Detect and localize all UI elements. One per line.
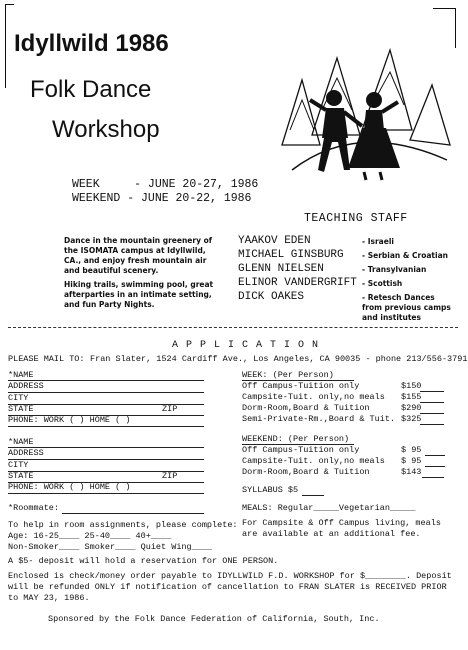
price-option-blank[interactable] <box>422 477 444 478</box>
price-option-label: Campsite-Tuit. only,no meals <box>242 392 385 402</box>
phone-field[interactable] <box>8 426 204 427</box>
payment-terms: Enclosed is check/money order payable to IDYLLWILD F.D. WORKSHOP for $________. Deposit will be refunded ONLY if notification of cancellation to FRAN SLATER is RECEIVED PRIOR to MAY 23, 1986. <box>8 571 452 603</box>
weekend-pricing-heading: WEEKEND: (Per Person) <box>242 434 350 444</box>
syllabus-option[interactable]: SYLLABUS $5 <box>242 485 299 495</box>
price-option-label: Semi-Private-Rm.,Board & Tuit. <box>242 414 396 424</box>
room-assignment-help: To help in room assignments, please complete: <box>8 520 238 530</box>
cut-line <box>8 327 458 328</box>
teaching-staff-heading: TEACHING STAFF <box>304 212 408 225</box>
corner-mark-tl <box>5 4 6 88</box>
zip-field-label: ZIP <box>162 471 178 481</box>
deposit-note: A $5- deposit will hold a reservation for ONE PERSON. <box>8 556 279 566</box>
corner-mark-tr <box>455 8 456 48</box>
teacher-name: MICHAEL GINSBURG <box>238 249 344 261</box>
price-option-label: Dorm-Room,Board & Tuition <box>242 403 370 413</box>
week-pricing-heading: WEEK: (Per Person) <box>242 370 334 380</box>
city-field-label: CITY <box>8 460 29 470</box>
age-options[interactable]: Age: 16-25____ 25-40____ 40+____ <box>8 531 172 541</box>
state-field-label: STATE <box>8 404 34 414</box>
teacher-specialty: - Israeli <box>362 237 394 246</box>
teacher-specialty: - Serbian & Croatian <box>362 251 448 260</box>
activities-paragraph: Hiking trails, swimming pool, great afterparties in an intimate setting, and fun Party Nights. <box>64 280 214 309</box>
teacher-specialty: - Scottish <box>362 279 403 288</box>
corner-mark-tr-h <box>433 8 456 9</box>
smoking-options[interactable]: Non-Smoker____ Smoker____ Quiet Wing____ <box>8 542 213 552</box>
price-option-value[interactable]: $155 <box>401 392 422 402</box>
city-field-label: CITY <box>8 393 29 403</box>
phone-field-label: PHONE: WORK ( ) HOME ( ) <box>8 415 131 425</box>
address-field-label: ADDRESS <box>8 381 44 391</box>
address-field[interactable] <box>8 392 204 393</box>
price-option-blank[interactable] <box>420 424 444 425</box>
meals-note: For Campsite & Off Campus living, meals are available at an additional fee. <box>242 518 441 539</box>
address-field[interactable] <box>8 459 204 460</box>
price-option-label: Dorm-Room,Board & Tuition <box>242 467 370 477</box>
mail-to-address: Fran Slater, 1524 Cardiff Ave., Los Angeles, CA 90035 - phone 213/556-3791 <box>90 354 468 364</box>
zip-field-label: ZIP <box>162 404 178 414</box>
address-field-label: ADDRESS <box>8 448 44 458</box>
phone-field-label: PHONE: WORK ( ) HOME ( ) <box>8 482 131 492</box>
price-option-label: Off Campus-Tuition only <box>242 445 360 455</box>
dancers-illustration <box>262 30 452 190</box>
roommate-label: *Roommate: <box>8 503 60 513</box>
price-option-blank[interactable] <box>420 402 444 403</box>
price-option-value[interactable]: $ 95 <box>401 445 422 455</box>
mail-to-label: PLEASE MAIL TO: <box>8 354 85 364</box>
roommate-field[interactable] <box>62 513 204 514</box>
teacher-name: GLENN NIELSEN <box>238 263 324 275</box>
price-option-value[interactable]: $ 95 <box>401 456 422 466</box>
state-field-label: STATE <box>8 471 34 481</box>
price-option-blank[interactable] <box>425 455 445 456</box>
price-option-value[interactable]: $325 <box>401 414 422 424</box>
price-option-blank[interactable] <box>420 391 444 392</box>
corner-mark-tl-h <box>5 4 14 5</box>
price-option-blank[interactable] <box>425 466 445 467</box>
price-option-value[interactable]: $290 <box>401 403 422 413</box>
weekend-dates: WEEKEND - JUNE 20-22, 1986 <box>72 192 252 205</box>
price-option-label: Off Campus-Tuition only <box>242 381 360 391</box>
price-option-blank[interactable] <box>420 413 444 414</box>
teacher-specialty: - Retesch Dances from previous camps and institutes <box>362 293 451 322</box>
teacher-specialty: - Transylvanian <box>362 265 427 274</box>
syllabus-blank[interactable] <box>302 495 324 496</box>
name-field-label: *NAME <box>8 437 34 447</box>
event-subtitle: Folk Dance <box>30 76 152 103</box>
price-option-label: Campsite-Tuit. only,no meals <box>242 456 385 466</box>
price-option-value[interactable]: $143 <box>401 467 422 477</box>
phone-field[interactable] <box>8 493 204 494</box>
event-title: Idyllwild 1986 <box>14 30 169 57</box>
week-dates: WEEK - JUNE 20-27, 1986 <box>72 178 259 191</box>
intro-paragraph: Dance in the mountain greenery of the ISOMATA campus at Idyllwild, CA., and enjoy fresh mountain air and beautiful scenery. <box>64 236 213 275</box>
teacher-name: ELINOR VANDERGRIFT <box>238 277 357 289</box>
teacher-name: DICK OAKES <box>238 291 305 303</box>
application-heading: A P P L I C A T I O N <box>172 340 320 351</box>
meals-options[interactable]: MEALS: Regular_____Vegetarian_____ <box>242 503 416 513</box>
price-option-value[interactable]: $150 <box>401 381 422 391</box>
name-field-label: *NAME <box>8 370 34 380</box>
teacher-name: YAAKOV EDEN <box>238 235 311 247</box>
event-subtitle-2: Workshop <box>52 116 160 143</box>
sponsor-note: Sponsored by the Folk Dance Federation of California, South, Inc. <box>48 614 380 624</box>
